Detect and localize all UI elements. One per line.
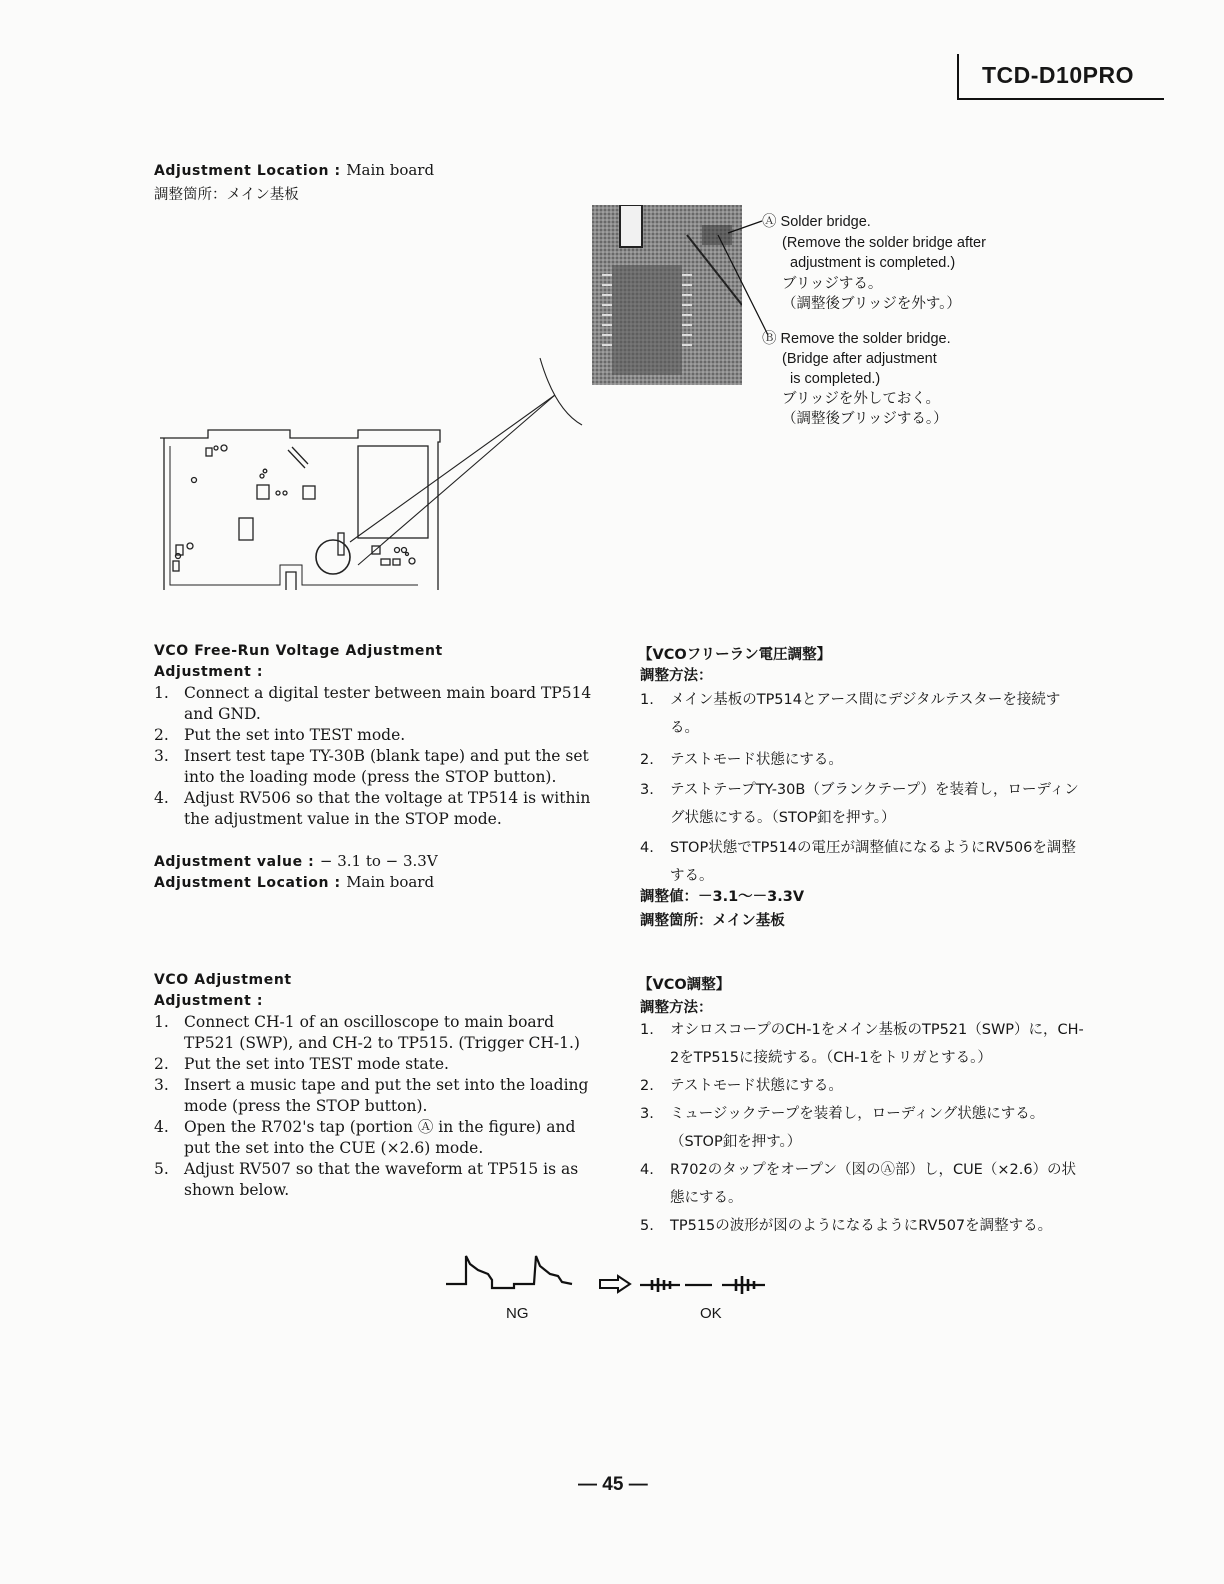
list-item: 2. Put the set into TEST mode. [154,726,406,744]
callout-b-line-2: (Bridge after adjustment [782,351,937,367]
list-item: 1. オシロスコープのCH-1をメイン基板のTP521（SWP）に，CH-2をTP515に接続する。（CH-1をトリガとする。） [640,1022,1084,1066]
callout-b-marker: Ⓑ [762,331,777,347]
vco-freerun-jp-location: 調整箇所：メイン基板 [640,913,785,929]
callout-a-line-2: (Remove the solder bridge after [782,234,986,251]
callout-b-line-1: Ⓑ Remove the solder bridge. [762,331,951,347]
vco-jp-title: 【VCO調整】 [638,977,731,993]
ng-waveform [446,1256,572,1288]
list-item: 4. Open the R702's tap (portion Ⓐ in the figure) and put the set into the CUE (×2.6) mode. [154,1118,576,1157]
vco-steps [154,1012,594,1201]
vco-freerun-jp-adjustment-label: 調整方法： [640,668,713,684]
page-number: — 45 — [578,1474,648,1495]
vco-freerun-jp-steps [640,686,1080,899]
location-value: Main board [346,161,435,179]
vco-jp-steps [640,1016,1084,1240]
list-item: 3. ミュージックテープを装着し，ローディング状態にする。（STOP釦を押す。） [640,1106,1045,1150]
list-item: 3. テストテープTY-30B（ブランクテープ）を装着し，ローディング状態にする。（STOP釦を押す。） [640,782,1079,826]
callout-b-line-3: is completed.) [790,371,881,387]
vco-freerun-jp-title: 【VCOフリーラン電圧調整】 [638,647,832,663]
model-title: TCD-D10PRO [982,62,1134,88]
callout-a-line-3: adjustment is completed.) [790,255,956,271]
callout-a-line-4: ブリッジする。 [782,275,883,292]
vco-freerun-location-line: Adjustment Location : Main board [154,873,435,891]
callout-b-line-4: ブリッジを外しておく。 [782,391,941,407]
vco-freerun-steps [154,683,594,830]
list-item: 3. Insert test tape TY-30B (blank tape) and put the set into the loading mode (press the STOP button). [154,747,589,786]
list-item: 1. メイン基板のTP514とアース間にデジタルテスターを接続する。 [640,692,1061,736]
callout-a-line-1: Ⓐ Solder bridge. [762,214,871,230]
list-item: 3. Insert a music tape and put the set into the loading mode (press the STOP button). [154,1076,589,1115]
list-item: 1. Connect CH-1 of an oscilloscope to main board TP521 (SWP), and CH-2 to TP515. (Trigger CH-1.) [154,1013,580,1052]
list-item: 2. Put the set into TEST mode state. [154,1055,449,1073]
callout-b [762,329,951,429]
callout-a-marker: Ⓐ [762,214,777,230]
vco-freerun-title: VCO Free-Run Voltage Adjustment [154,643,443,659]
list-item: 4. Adjust RV506 so that the voltage at TP514 is within the adjustment value in the STOP mode. [154,789,591,828]
vco-freerun-adjustment-label: Adjustment : [154,664,264,680]
callout-a [762,212,986,315]
adjustment-value: − 3.1 to − 3.3V [319,852,438,870]
callout-b-line-5: （調整後ブリッジする。） [782,411,948,427]
list-item: 5. Adjust RV507 so that the waveform at TP515 is as shown below. [154,1160,579,1199]
location-jp: 調整箇所：メイン基板 [154,187,299,203]
waveform-diagram [440,1250,780,1300]
list-item: 4. STOP状態でTP514の電圧が調整値になるようにRV506を調整する。 [640,840,1076,884]
header-rule-vertical [957,54,959,100]
vco-jp-adjustment-label: 調整方法： [640,1000,713,1016]
header-rule-horizontal [957,98,1164,100]
ok-label: OK [700,1305,722,1322]
location-label: Adjustment Location : [154,163,341,179]
list-item: 2. テストモード状態にする。 [640,1078,843,1094]
vco-title: VCO Adjustment [154,972,292,988]
list-item: 5. TP515の波形が図のようになるようにRV507を調整する。 [640,1218,1053,1234]
main-board-diagram [150,350,590,590]
location-line [154,161,434,179]
arrow-icon [600,1276,630,1292]
vco-freerun-jp-value: 調整値：－3.1～－3.3V [640,889,805,905]
vco-freerun-value-line: Adjustment value : − 3.1 to − 3.3V [154,852,438,870]
callout-a-line-5: （調整後ブリッジを外す。） [782,296,961,312]
ng-label: NG [506,1305,529,1322]
list-item: 1. Connect a digital tester between main board TP514 and GND. [154,684,592,723]
vco-adjustment-label: Adjustment : [154,993,264,1009]
list-item: 2. テストモード状態にする。 [640,752,843,768]
list-item: 4. R702のタップをオープン（図のⒶ部）し，CUE（×2.6）の状態にする。 [640,1162,1077,1206]
